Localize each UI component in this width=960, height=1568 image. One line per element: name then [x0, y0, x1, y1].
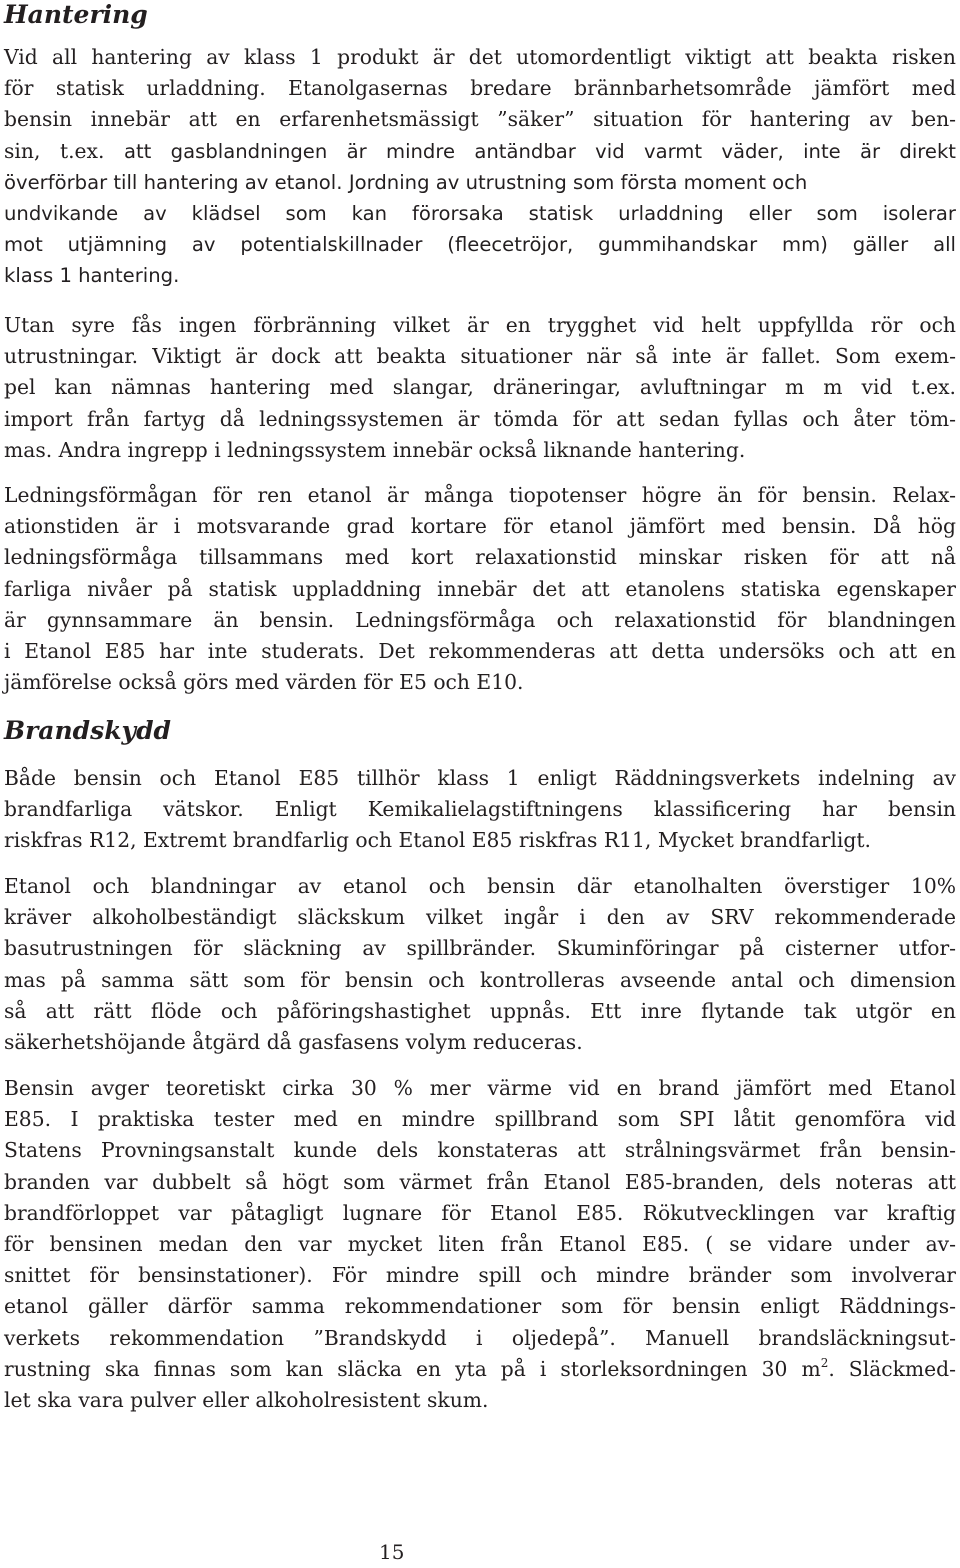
- section-heading-hantering: Hantering: [4, 0, 148, 29]
- text-line: Etanol och blandningar av etanol och bensin där etanolhalten överstiger 10%: [4, 874, 956, 898]
- text-fragment: sin, t.ex.: [4, 138, 105, 163]
- text-line: let ska vara pulver eller alkoholresistent skum.: [4, 1388, 489, 1413]
- text-line: branden var dubbelt så högt som värmet från Etanol E85-branden, dels noteras att: [4, 1169, 956, 1194]
- text-fragment: att gasblandningen är mindre antändbar vid varmt väder, inte är direkt: [123, 139, 956, 163]
- text-line: i Etanol E85 har inte studerats. Det rekommenderas att detta undersöks och att en: [4, 639, 956, 664]
- paragraph-syre: [4, 310, 956, 466]
- text-line: E85. I praktiska tester med en mindre spillbrand som SPI låtit genomföra vid: [4, 1107, 956, 1132]
- superscript-two: 2: [820, 1355, 829, 1370]
- text-line: riskfras R12, Extremt brandfarlig och Etanol E85 riskfras R11, Mycket brandfarligt.: [4, 828, 871, 853]
- text-fragment: rustning ska finnas som kan släcka en yta på i storleksordningen 30 m: [4, 1356, 821, 1381]
- text-line: Bensin avger teoretiskt cirka 30 % mer värme vid en brand jämfört med Etanol: [4, 1076, 956, 1100]
- text-line: Vid all hantering av klass 1 produkt är det utomordentligt viktigt att beakta risken: [4, 45, 956, 69]
- text-line: jämförelse också görs med värden för E5 och E10.: [4, 670, 524, 695]
- text-line: mas. Andra ingrepp i ledningssystem innebär också liknande hantering.: [4, 437, 746, 462]
- section-heading-brandskydd: Brandskydd: [4, 716, 172, 745]
- paragraph-klass1-hantering: [4, 42, 956, 292]
- text-line: verkets rekommendation ”Brandskydd i oljedepå”. Manuell brandsläckningsut-: [4, 1325, 956, 1350]
- paragraph-klassificering: [4, 763, 956, 857]
- text-fragment: överförbar till hantering av etanol.: [4, 170, 343, 194]
- text-line: brandförloppet var påtagligt lugnare för Etanol E85. Rökutvecklingen var kraftig: [4, 1200, 956, 1225]
- text-line: brandfarliga vätskor. Enligt Kemikalielagstiftningens klassificering har bensin: [4, 797, 956, 822]
- text-line: bensin innebär att en erfarenhetsmässigt ”säker” situation för hantering av ben-: [4, 107, 956, 132]
- text-fragment: Jordning av utrustning som första moment och: [348, 170, 808, 194]
- page-number: 15: [379, 1540, 405, 1564]
- text-line: ationstiden är i motsvarande grad kortare för etanol jämfört med bensin. Då hög: [4, 514, 956, 539]
- text-line: Både bensin och Etanol E85 tillhör klass 1 enligt Räddningsverkets indelning av: [4, 766, 956, 790]
- text-line: kräver alkoholbeständigt släckskum vilket ingår i den av SRV rekommenderade: [4, 905, 956, 930]
- text-line: klass 1 hantering.: [4, 264, 180, 288]
- text-line: Utan syre fås ingen förbränning vilket är en trygghet vid helt uppfyllda rör och: [4, 313, 956, 337]
- text-line: utrustningar. Viktigt är dock att beakta situationer när så inte är fallet. Som exem-: [4, 344, 956, 369]
- text-line: import från fartyg då ledningssystemen är tömda för att sedan fyllas och åter töm-: [4, 406, 956, 431]
- text-line: för statisk urladdning. Etanolgasernas bredare brännbarhetsområde jämfört med: [4, 76, 956, 101]
- text-line: så att rätt flöde och påföringshastighet uppnås. Ett inre flytande tak utgör en: [4, 998, 956, 1023]
- paragraph-slackskum: [4, 871, 956, 1058]
- text-line: ledningsförmåga tillsammans med kort relaxationstid minskar risken för att nå: [4, 545, 956, 570]
- text-line: [4, 167, 956, 198]
- text-line: för bensinen medan den var mycket liten från Etanol E85. ( se vidare under av-: [4, 1232, 956, 1257]
- text-line: basutrustningen för släckning av spillbränder. Skuminföringar på cisterner utfor-: [4, 936, 956, 961]
- text-line: [4, 1354, 956, 1385]
- text-line: mas på samma sätt som för bensin och kontrolleras avseende antal och dimension: [4, 967, 956, 992]
- text-line: säkerhetshöjande åtgärd då gasfasens volym reduceras.: [4, 1030, 583, 1055]
- text-line: etanol gäller därför samma rekommendationer som för bensin enligt Räddnings-: [4, 1294, 956, 1319]
- text-line: [4, 136, 956, 167]
- text-line: är gynnsammare än bensin. Ledningsförmåga och relaxationstid för blandningen: [4, 607, 956, 632]
- paragraph-varme: [4, 1073, 956, 1416]
- text-line: Ledningsförmågan för ren etanol är många tiopotenser högre än för bensin. Relax-: [4, 483, 956, 507]
- text-line: pel kan nämnas hantering med slangar, dräneringar, avluftningar m m vid t.ex.: [4, 375, 956, 400]
- text-line: farliga nivåer på statisk uppladdning innebär det att etanolens statiska egenskaper: [4, 576, 956, 601]
- text-fragment: . Släckmed-: [828, 1356, 956, 1381]
- text-line: undvikande av klädsel som kan förorsaka statisk urladdning eller som isolerar: [4, 202, 956, 226]
- text-line: Statens Provningsanstalt kunde dels konstateras att strålningsvärmet från bensin-: [4, 1138, 956, 1163]
- text-line: snittet för bensinstationer). För mindre spill och mindre bränder som involverar: [4, 1263, 956, 1288]
- text-line: mot utjämning av potentialskillnader (fleecetröjor, gummihandskar mm) gäller all: [4, 233, 956, 257]
- paragraph-ledningsformaga: [4, 480, 956, 698]
